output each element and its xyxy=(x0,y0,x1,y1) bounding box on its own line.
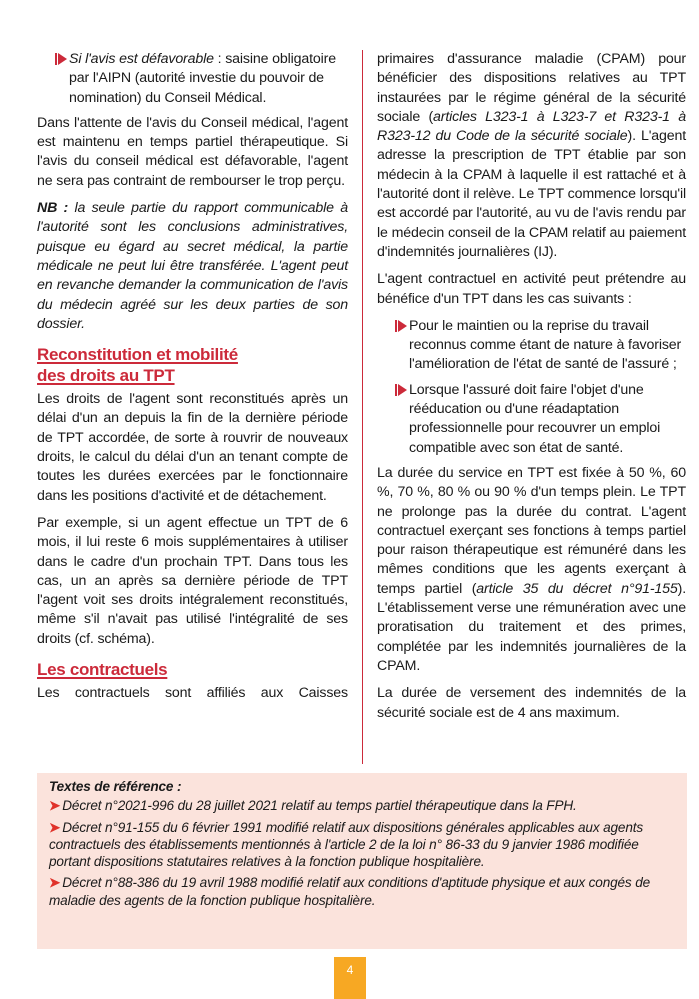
duree-text-b: ). L'établissement verse une rémunération avec une proratisation du traitement et des primes, complétée par les indemnités journalières de la CPAM. xyxy=(377,580,686,674)
red-triangle-bullet-icon xyxy=(395,320,407,332)
paragraph-duree-versement: La durée de versement des indemnités de la sécurité sociale est de 4 ans maximum. xyxy=(377,685,686,721)
reference-item xyxy=(49,874,677,909)
nb-label: NB : xyxy=(37,200,69,217)
references-title: Textes de référence : xyxy=(49,779,182,794)
page-number: 4 xyxy=(334,957,366,999)
duree-text-a: La durée du service en TPT est fixée à 50 %, 60 %, 70 %, 80 % ou 90 % d'un temps plein. Le TPT ne prolonge pas la durée du contrat. L'agent contractuel exerçant ses fonctions à temps partiel pour raison thérapeutique est rémunéré dans les mêmes conditions que les agents exerçant à temps partiel ( xyxy=(377,464,686,597)
paragraph-duree-service xyxy=(377,464,686,676)
reference-item xyxy=(49,819,677,871)
red-triangle-bullet-icon xyxy=(395,384,407,396)
reference-text: Décret n°88-386 du 19 avril 1988 modifié relatif aux conditions d'aptitude physique et aux congés de maladie des agents de la fonction publique hospitalière. xyxy=(49,875,651,908)
references-box xyxy=(37,773,687,949)
bullet-lead: Si l'avis est défavorable xyxy=(69,51,214,67)
nb-text: la seule partie du rapport communicable à l'autorité sont les conclusions administratives, puisque eu égard au secret médical, la partie médicale ne peut lui être transférée. L'agent peut en revanche demander la communication de l'avis du médecin agréé sur les deux parties de son dossier. xyxy=(37,200,348,332)
paragraph-rights-reconstitution: Les droits de l'agent sont reconstitués après un délai d'un an depuis la fin de la dernière période de TPT accordée, de sorte à rouvrir de nouveaux droits, le calcul du délai d'un an tenant compte de toutes les durées exercées par le fonctionnaire dans les positions d'activité et de détachement. xyxy=(37,391,348,504)
column-divider xyxy=(362,50,363,764)
bullet-maintien-text: Pour le maintien ou la reprise du travail reconnus comme étant de nature à favoriser l'amélioration de l'état de santé de l'assuré ; xyxy=(409,317,682,373)
reference-text: Décret n°2021-996 du 28 juillet 2021 relatif au temps partiel thérapeutique dans la FPH. xyxy=(62,798,577,814)
paragraph-example: Par exemple, si un agent effectue un TPT de 6 mois, il lui reste 6 mois supplémentaires à utiliser dans le cadre d'un prochain TPT. Dans tous les cas, un an après sa dernière période de TPT l'agent voit ses droits intégralement reconstitués, même s'il n'avait pas utilisé l'intégralité de ses droits (cf. schéma). xyxy=(37,514,348,647)
paragraph-conseil-medical: Dans l'attente de l'avis du Conseil médical, l'agent est maintenu en temps partiel thérapeutique. Si l'avis du conseil médical est défavorable, l'agent ne sera pas contraint de rembourser le trop perçu. xyxy=(37,114,348,189)
heading-reconstitution xyxy=(37,344,348,386)
left-column xyxy=(37,50,348,711)
paragraph-contractuels-start: Les contractuels sont affiliés aux Caisses xyxy=(37,685,348,702)
cpam-text-a: primaires d'assurance maladie (CPAM) pour bénéficier des dispositions relatives au TPT instaurées par le régime général de la sécurité sociale ( xyxy=(377,51,686,125)
paragraph-cpam xyxy=(377,50,686,262)
heading-contractuels-text: Les contractuels xyxy=(37,660,168,680)
heading-reconstitution-line1: Reconstitution et mobilité xyxy=(37,345,238,365)
chevron-right-icon: ➤ xyxy=(49,819,61,835)
heading-reconstitution-line2: des droits au TPT xyxy=(37,366,175,386)
bullet-reeducation xyxy=(377,381,686,458)
bullet-reeducation-text: Lorsque l'assuré doit faire l'objet d'une rééducation ou d'une réadaptation professionnelle pour recouvrer un emploi compatible avec son état de santé. xyxy=(409,381,661,456)
chevron-right-icon: ➤ xyxy=(49,875,61,891)
bullet-unfavorable-opinion xyxy=(37,50,348,108)
chevron-right-icon: ➤ xyxy=(49,798,61,814)
reference-text: Décret n°91-155 du 6 février 1991 modifié relatif aux dispositions générales applicables aux agents contractuels des établissements mentionnés à l'article 2 de la loi n° 86-33 du 9 janvier 1986 modifiée portant dispositions statutaires relatives à la fonction publique hospitalière. xyxy=(49,819,644,870)
bullet-text: : saisine obligatoire par l'AIPN (autorité investie du pouvoir de nomination) du Conseil Médical. xyxy=(69,51,336,106)
bullet-maintien-travail xyxy=(377,317,686,375)
cpam-legal-ref: articles L323-1 à L323-7 et R323-1 à R323-12 du Code de la sécurité sociale xyxy=(377,108,686,145)
right-column xyxy=(377,50,686,731)
nb-note xyxy=(37,199,348,334)
duree-legal-ref: article 35 du décret n°91-155 xyxy=(476,580,678,597)
cpam-text-b: ). L'agent adresse la prescription de TPT établie par son médecin à la CPAM à laquelle il est rattaché et à l'autorité dont il relève. Le TPT commence lorsqu'il est accordé par l'autorité, au vu de l'avis rendu par le médecin conseil de la CPAM relatif au paiement d'indemnités journalières (IJ). xyxy=(377,128,687,260)
red-triangle-bullet-icon xyxy=(55,53,67,65)
paragraph-eligibility: L'agent contractuel en activité peut prétendre au bénéfice d'un TPT dans les cas suivants : xyxy=(377,271,686,307)
reference-item xyxy=(49,797,677,814)
heading-contractuels xyxy=(37,659,348,680)
